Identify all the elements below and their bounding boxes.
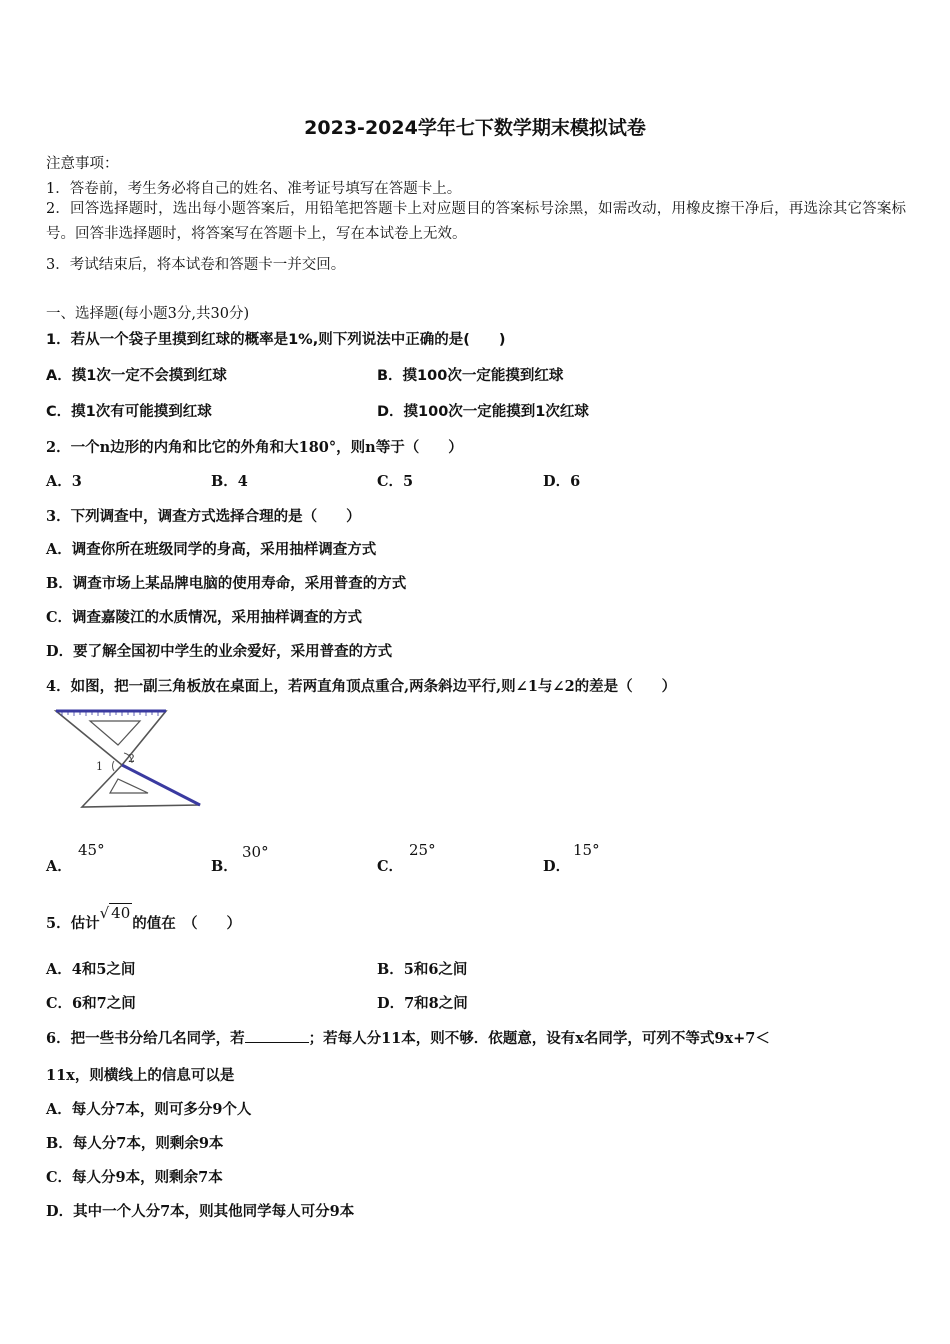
- notice-item-3: 3．考试结束后，将本试卷和答题卡一并交回。: [46, 257, 346, 273]
- question-6-option-d: D．其中一个人分7本，则其他同学每人可分9本: [46, 1203, 355, 1220]
- question-6-stem-after: ；若每人分11本，则不够．依题意，设有x名同学，可列不等式9x+7＜: [308, 1030, 770, 1047]
- question-4-option-d: D．: [543, 858, 571, 875]
- question-5-stem: [46, 904, 241, 933]
- question-1-option-b: B．摸100次一定能摸到红球: [377, 368, 564, 384]
- question-2-option-c: C．5: [377, 473, 414, 490]
- upper-triangle-inner: [90, 721, 140, 745]
- lower-ruler-edge: [122, 765, 200, 805]
- question-4-value-b: 30°: [242, 843, 269, 861]
- question-1-stem: 1．若从一个袋子里摸到红球的概率是1%,则下列说法中正确的是( ): [46, 332, 506, 348]
- question-6-stem: [46, 1027, 770, 1048]
- question-1-option-d: D．摸100次一定能摸到1次红球: [377, 404, 589, 420]
- question-5-option-b: B．5和6之间: [377, 961, 468, 978]
- question-2-stem: 2．一个n边形的内角和比它的外角和大180°，则n等于（ ）: [46, 439, 463, 456]
- question-4-value-a: 45°: [78, 841, 105, 859]
- question-5-option-a: A．4和5之间: [46, 961, 136, 978]
- question-3-option-c: C．调查嘉陵江的水质情况，采用抽样调查的方式: [46, 609, 363, 626]
- notice-heading: 注意事项：: [46, 156, 119, 172]
- question-3-option-d: D．要了解全国初中学生的业余爱好，采用普查的方式: [46, 643, 393, 660]
- question-3-option-b: B．调查市场上某品牌电脑的使用寿命，采用普查的方式: [46, 575, 407, 592]
- sqrt-40: √ 40: [99, 904, 131, 922]
- question-6-stem-before: 6．把一些书分给几名同学，若: [46, 1030, 245, 1047]
- question-6-option-b: B．每人分7本，则剩余9本: [46, 1135, 224, 1152]
- question-4-option-c: C．: [377, 858, 404, 875]
- question-6-option-c: C．每人分9本，则剩余7本: [46, 1169, 223, 1186]
- question-1-option-c: C．摸1次有可能摸到红球: [46, 404, 212, 420]
- upper-triangle: [56, 711, 166, 765]
- question-2-option-b: B．4: [211, 473, 248, 490]
- question-4-option-a: A．: [46, 858, 72, 875]
- angle-1-arc: [112, 761, 114, 771]
- notice-item-2: 2．回答选择题时，选出每小题答案后，用铅笔把答题卡上对应题目的答案标号涂黑，如需改动，用橡皮擦干净后，再选涂其它答案标号。回答非选择题时，将答案写在答题卡上，写在本试卷上无效。: [46, 201, 906, 242]
- triangle-rulers-figure: [52, 705, 207, 813]
- lower-triangle-inner: [110, 779, 148, 793]
- question-4-value-d: 15°: [573, 841, 600, 859]
- answer-blank: [245, 1030, 309, 1043]
- question-2-option-d: D．6: [543, 473, 581, 490]
- question-6-stem-line2: 11x，则横线上的信息可以是: [46, 1067, 235, 1084]
- question-1-option-a: A．摸1次一定不会摸到红球: [46, 368, 227, 384]
- question-4-value-c: 25°: [409, 841, 436, 859]
- section-heading: 一、选择题(每小题3分,共30分): [46, 306, 250, 322]
- angle-1-label: 1: [96, 760, 103, 773]
- question-4-option-b: B．: [211, 858, 238, 875]
- question-5-stem-before: 5．估计: [46, 915, 100, 932]
- question-5-option-d: D．7和8之间: [377, 995, 468, 1012]
- question-3-option-a: A．调查你所在班级同学的身高，采用抽样调查方式: [46, 541, 377, 558]
- notice-item-1: 1．答卷前，考生务必将自己的姓名、准考证号填写在答题卡上。: [46, 181, 462, 197]
- page-title: 2023-2024学年七下数学期末模拟试卷: [304, 117, 646, 139]
- angle-2-label: 2: [128, 752, 135, 765]
- question-6-option-a: A．每人分7本，则可多分9个人: [46, 1101, 252, 1118]
- question-5-stem-after: 的值在 （ ）: [132, 915, 241, 932]
- question-2-option-a: A．3: [46, 473, 82, 490]
- question-4-stem: 4．如图，把一副三角板放在桌面上，若两直角顶点重合,两条斜边平行,则∠1与∠2的差是（ ）: [46, 678, 677, 695]
- sqrt-radicand: 40: [111, 904, 131, 922]
- question-5-option-c: C．6和7之间: [46, 995, 136, 1012]
- question-3-stem: 3．下列调查中，调查方式选择合理的是（ ）: [46, 508, 361, 525]
